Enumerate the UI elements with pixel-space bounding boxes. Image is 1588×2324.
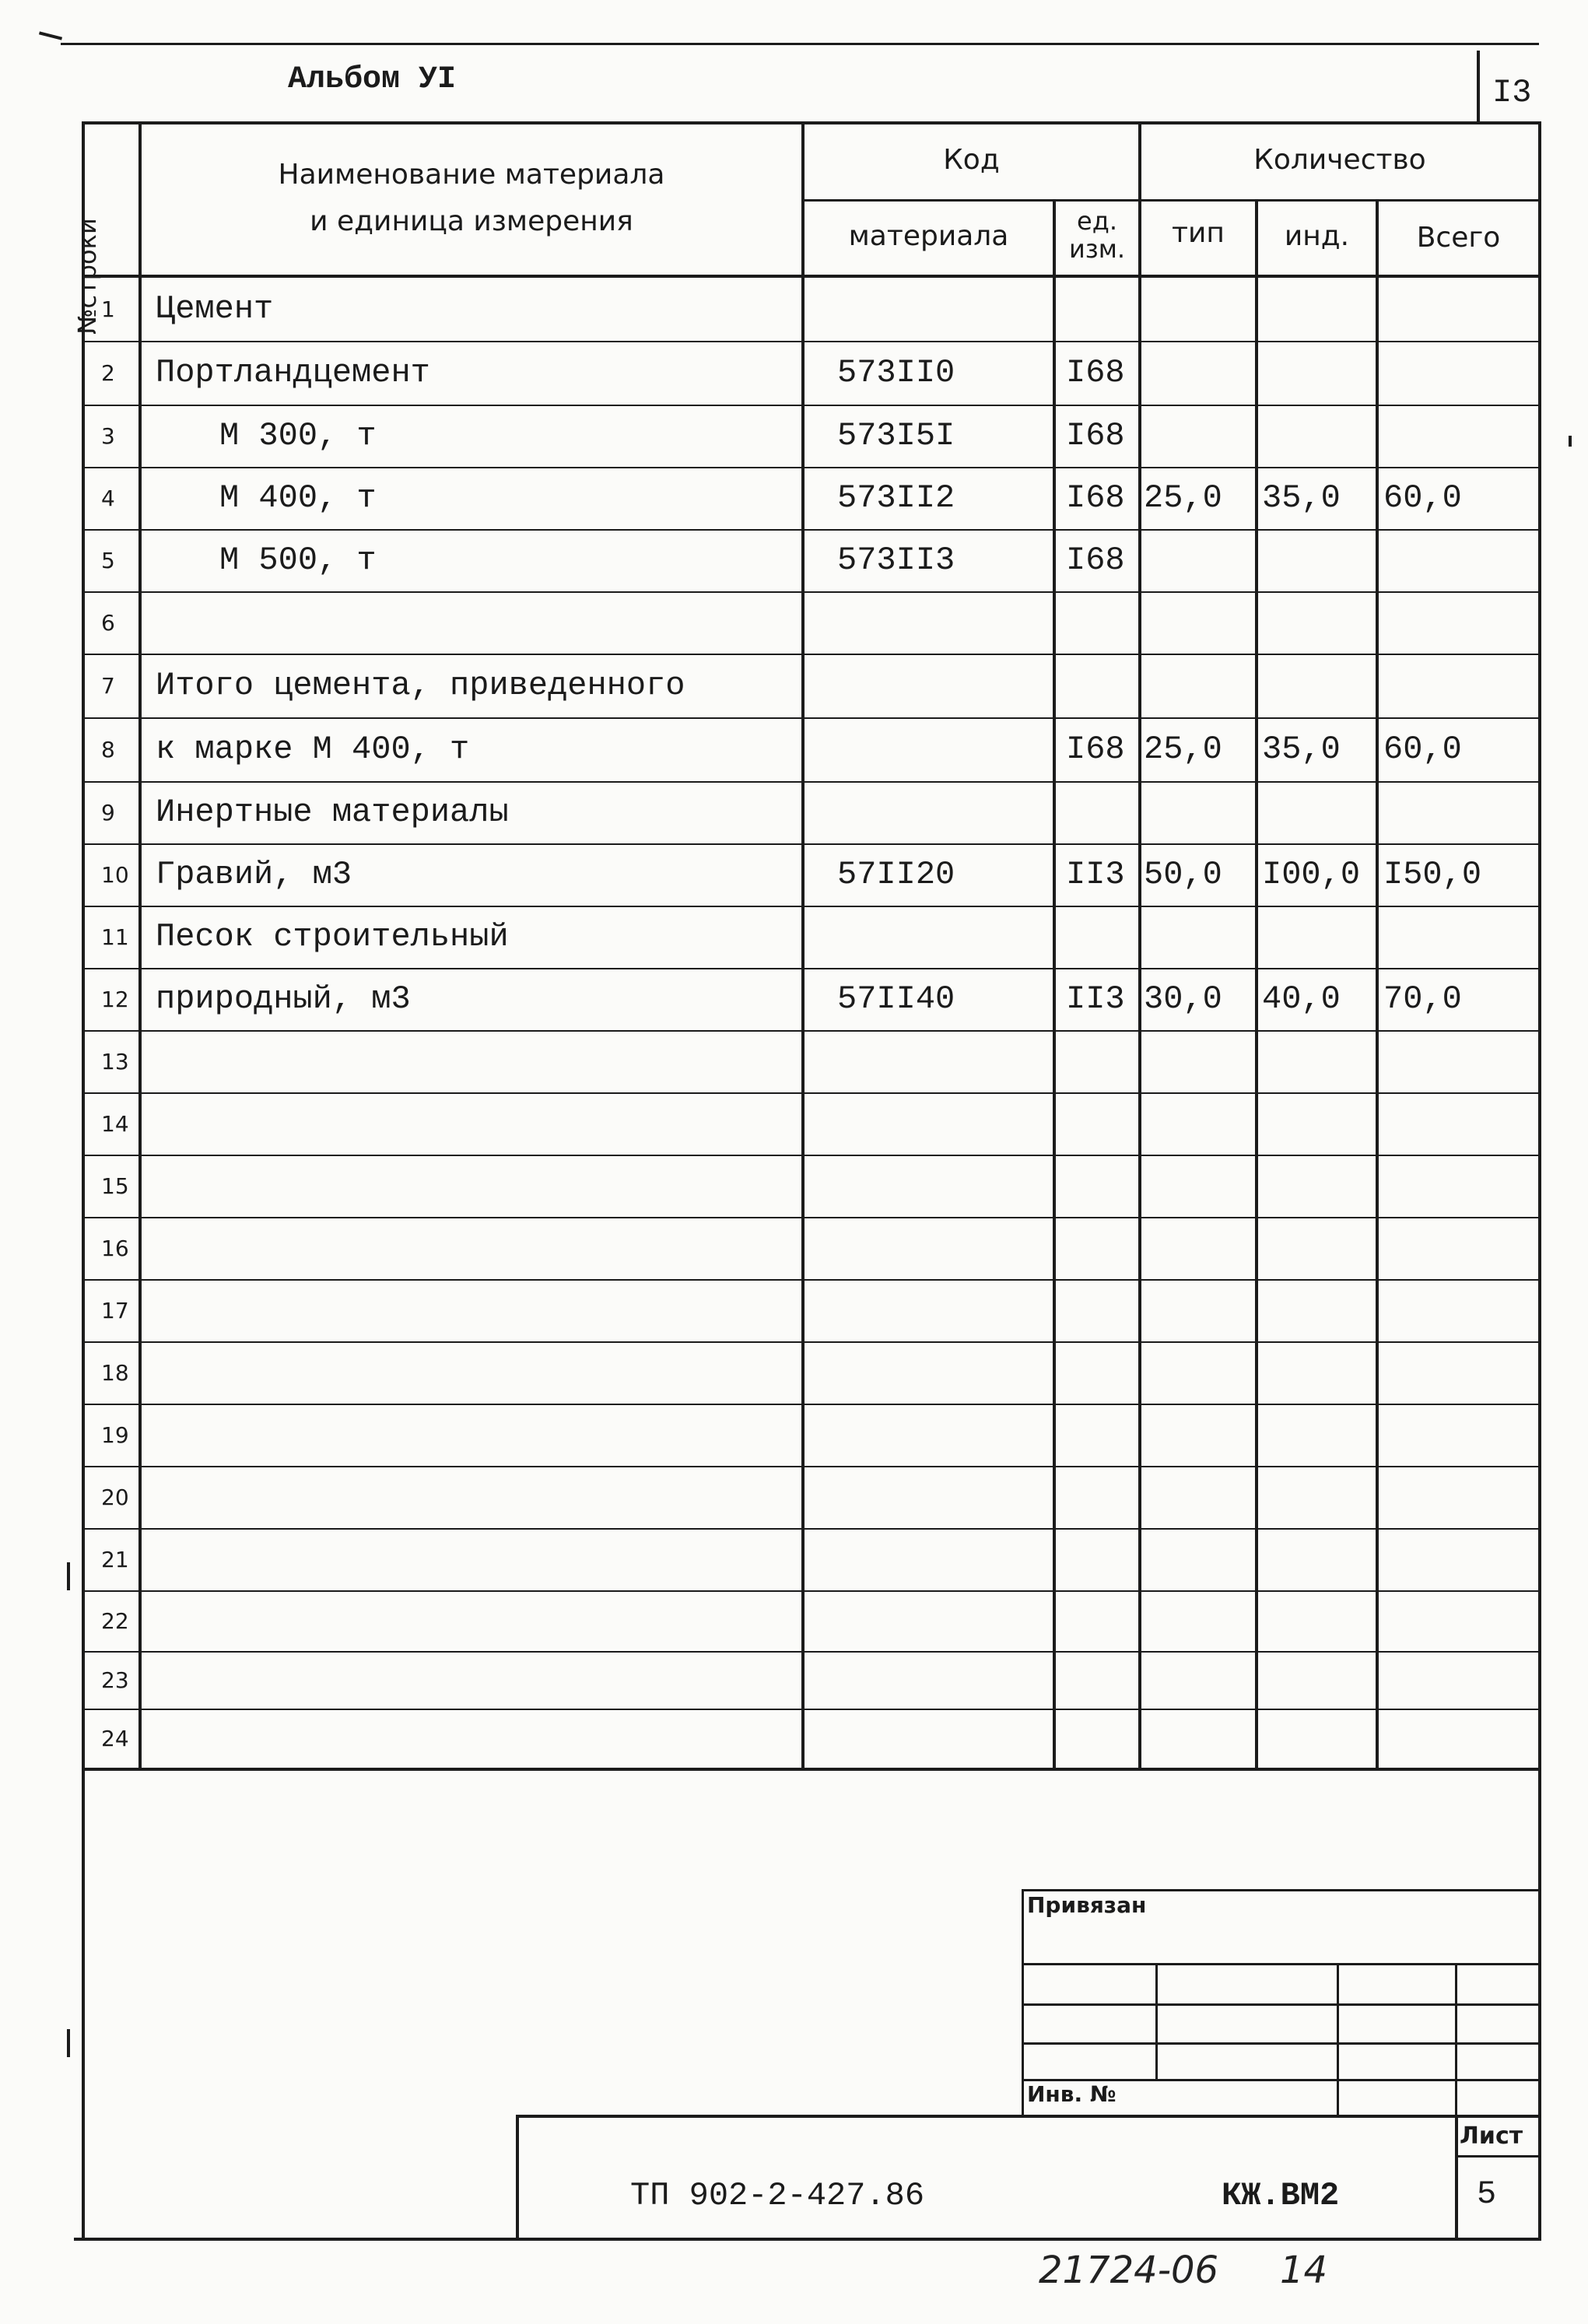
unit-cell: I68 bbox=[1066, 354, 1125, 391]
row-number: 11 bbox=[101, 924, 129, 950]
material-code-cell: 573II0 bbox=[837, 354, 955, 391]
row-divider bbox=[82, 968, 1538, 969]
col-line-unit bbox=[1138, 121, 1141, 1769]
material-code-cell: 573I5I bbox=[837, 417, 955, 454]
sheet-number: 5 bbox=[1477, 2175, 1497, 2213]
header-bottom-border bbox=[82, 275, 1538, 278]
row-number: 12 bbox=[101, 987, 129, 1012]
table-top-border bbox=[82, 121, 1541, 124]
row-divider bbox=[82, 1528, 1538, 1530]
name-header-line1: Наименование материала bbox=[278, 159, 665, 191]
sheet-box-divider bbox=[1455, 2155, 1538, 2157]
row-divider bbox=[82, 1709, 1538, 1710]
row-divider bbox=[82, 717, 1538, 719]
quantity-tip-cell: 25,0 bbox=[1144, 479, 1222, 517]
row-number: 2 bbox=[101, 360, 115, 386]
stamp-row-3 bbox=[1022, 2042, 1538, 2045]
top-corner-mark bbox=[39, 31, 62, 40]
material-name-cell: Итого цемента, приведенного bbox=[156, 667, 685, 704]
row-number: 21 bbox=[101, 1547, 129, 1572]
row-divider bbox=[82, 906, 1538, 907]
col-line-ind bbox=[1376, 199, 1379, 1769]
row-number: 8 bbox=[101, 737, 115, 762]
row-number: 9 bbox=[101, 800, 115, 825]
row-divider bbox=[82, 1155, 1538, 1156]
ind-header: инд. bbox=[1284, 220, 1350, 252]
material-code-cell: 573II3 bbox=[837, 542, 955, 579]
inventory-number-label: Инв. № bbox=[1027, 2081, 1117, 2107]
row-number: 6 bbox=[101, 610, 115, 636]
quantity-tip-cell: 30,0 bbox=[1144, 980, 1222, 1018]
row-number: 1 bbox=[101, 296, 115, 322]
quantity-total-cell: 70,0 bbox=[1383, 980, 1462, 1018]
page-number-box-left bbox=[1477, 51, 1480, 124]
stamp-row-1 bbox=[1022, 1963, 1538, 1965]
document-code: КЖ.ВМ2 bbox=[1222, 2177, 1340, 2214]
row-divider bbox=[82, 467, 1538, 468]
unit-header-line2: изм. bbox=[1068, 234, 1126, 264]
quantity-ind-cell: I00,0 bbox=[1262, 856, 1361, 893]
material-name-cell: М 400, т bbox=[219, 479, 377, 517]
material-name-cell: Песок строительный bbox=[156, 918, 509, 955]
row-divider bbox=[82, 1217, 1538, 1218]
material-name-cell: Гравий, м3 bbox=[156, 856, 352, 893]
row-number-header: №строки bbox=[72, 218, 102, 335]
row-number: 3 bbox=[101, 423, 115, 449]
quantity-total-cell: 60,0 bbox=[1383, 731, 1462, 768]
handwritten-number: 21724-06 bbox=[1039, 2249, 1219, 2292]
unit-cell: I68 bbox=[1066, 479, 1125, 517]
total-header: Всего bbox=[1416, 222, 1501, 254]
unit-header-line1: ед. bbox=[1077, 206, 1117, 236]
row-number: 10 bbox=[101, 862, 129, 888]
quantity-group-header: Количество bbox=[1253, 144, 1426, 176]
row-number: 23 bbox=[101, 1667, 129, 1693]
stamp-row-2 bbox=[1022, 2003, 1538, 2006]
row-number: 20 bbox=[101, 1484, 129, 1510]
row-divider bbox=[82, 1404, 1538, 1405]
row-number: 14 bbox=[101, 1111, 129, 1137]
row-divider bbox=[82, 1030, 1538, 1032]
row-divider bbox=[82, 1651, 1538, 1653]
quantity-total-cell: 60,0 bbox=[1383, 479, 1462, 517]
row-number: 5 bbox=[101, 548, 115, 573]
handwritten-page: 14 bbox=[1280, 2249, 1328, 2292]
top-border-line bbox=[61, 43, 1539, 45]
stamp-col-1 bbox=[1155, 1963, 1158, 2081]
row-number: 22 bbox=[101, 1608, 129, 1634]
unit-cell: II3 bbox=[1066, 980, 1125, 1018]
row-divider bbox=[82, 1768, 1538, 1771]
row-divider bbox=[82, 405, 1538, 406]
stamp-top bbox=[1022, 1889, 1538, 1891]
unit-cell: I68 bbox=[1066, 542, 1125, 579]
material-name-cell: М 500, т bbox=[219, 542, 377, 579]
unit-cell: II3 bbox=[1066, 856, 1125, 893]
stamp-col-2 bbox=[1337, 1963, 1339, 2115]
quantity-ind-cell: 35,0 bbox=[1262, 479, 1341, 517]
material-name-cell: к марке М 400, т bbox=[156, 731, 470, 768]
row-divider bbox=[82, 529, 1538, 531]
material-code-cell: 57II40 bbox=[837, 980, 955, 1018]
row-divider bbox=[82, 591, 1538, 593]
row-divider bbox=[82, 341, 1538, 342]
page-number: I3 bbox=[1492, 74, 1532, 111]
sheet-box-left bbox=[1455, 2115, 1458, 2239]
row-number: 19 bbox=[101, 1422, 129, 1448]
margin-tick-2 bbox=[67, 2029, 70, 2057]
material-name-cell: Цемент bbox=[156, 290, 274, 328]
row-divider bbox=[82, 1341, 1538, 1343]
row-number: 17 bbox=[101, 1298, 129, 1323]
quantity-total-cell: I50,0 bbox=[1383, 856, 1482, 893]
row-divider bbox=[82, 781, 1538, 783]
table-right-border bbox=[1538, 121, 1541, 2238]
stamp-col-3 bbox=[1455, 1963, 1457, 2115]
row-divider bbox=[82, 843, 1538, 845]
header-sub-divider bbox=[801, 199, 1538, 202]
col-line-tip bbox=[1255, 199, 1258, 1769]
row-divider bbox=[82, 1590, 1538, 1592]
margin-tick-3 bbox=[1569, 436, 1572, 447]
margin-tick-1 bbox=[67, 1562, 70, 1590]
row-number: 15 bbox=[101, 1173, 129, 1199]
row-number: 4 bbox=[101, 485, 115, 511]
row-divider bbox=[82, 1279, 1538, 1281]
row-divider bbox=[82, 1092, 1538, 1094]
material-name-cell: Инертные материалы bbox=[156, 794, 509, 831]
material-code-header: материала bbox=[848, 220, 1009, 252]
unit-cell: I68 bbox=[1066, 417, 1125, 454]
row-divider bbox=[82, 654, 1538, 655]
row-divider bbox=[82, 1466, 1538, 1467]
material-name-cell: природный, м3 bbox=[156, 980, 411, 1018]
quantity-ind-cell: 40,0 bbox=[1262, 980, 1341, 1018]
material-name-cell: Портландцемент bbox=[156, 354, 430, 391]
col-line-name bbox=[801, 121, 805, 1769]
table-left-border bbox=[82, 121, 85, 2238]
material-code-cell: 573II2 bbox=[837, 479, 955, 517]
col-line-code bbox=[1053, 199, 1056, 1769]
quantity-ind-cell: 35,0 bbox=[1262, 731, 1341, 768]
project-code: ТП 902-2-427.86 bbox=[630, 2177, 925, 2214]
linked-label: Привязан bbox=[1027, 1892, 1147, 1918]
row-number: 18 bbox=[101, 1360, 129, 1386]
material-name-cell: М 300, т bbox=[219, 417, 377, 454]
row-number: 13 bbox=[101, 1049, 129, 1074]
tip-header: тип bbox=[1172, 217, 1225, 249]
title-block-left bbox=[516, 2115, 519, 2239]
frame-bottom-border bbox=[74, 2238, 1541, 2241]
sheet-label: Лист bbox=[1460, 2122, 1523, 2150]
quantity-tip-cell: 50,0 bbox=[1144, 856, 1222, 893]
title-block-top bbox=[516, 2115, 1538, 2118]
unit-cell: I68 bbox=[1066, 731, 1125, 768]
album-title: Альбом УI bbox=[288, 62, 457, 97]
name-header-line2: и единица измерения bbox=[310, 205, 633, 237]
code-group-header: Код bbox=[943, 144, 1000, 176]
quantity-tip-cell: 25,0 bbox=[1144, 731, 1222, 768]
row-number: 24 bbox=[101, 1726, 129, 1751]
row-number: 7 bbox=[101, 673, 115, 699]
material-code-cell: 57II20 bbox=[837, 856, 955, 893]
row-number: 16 bbox=[101, 1236, 129, 1261]
